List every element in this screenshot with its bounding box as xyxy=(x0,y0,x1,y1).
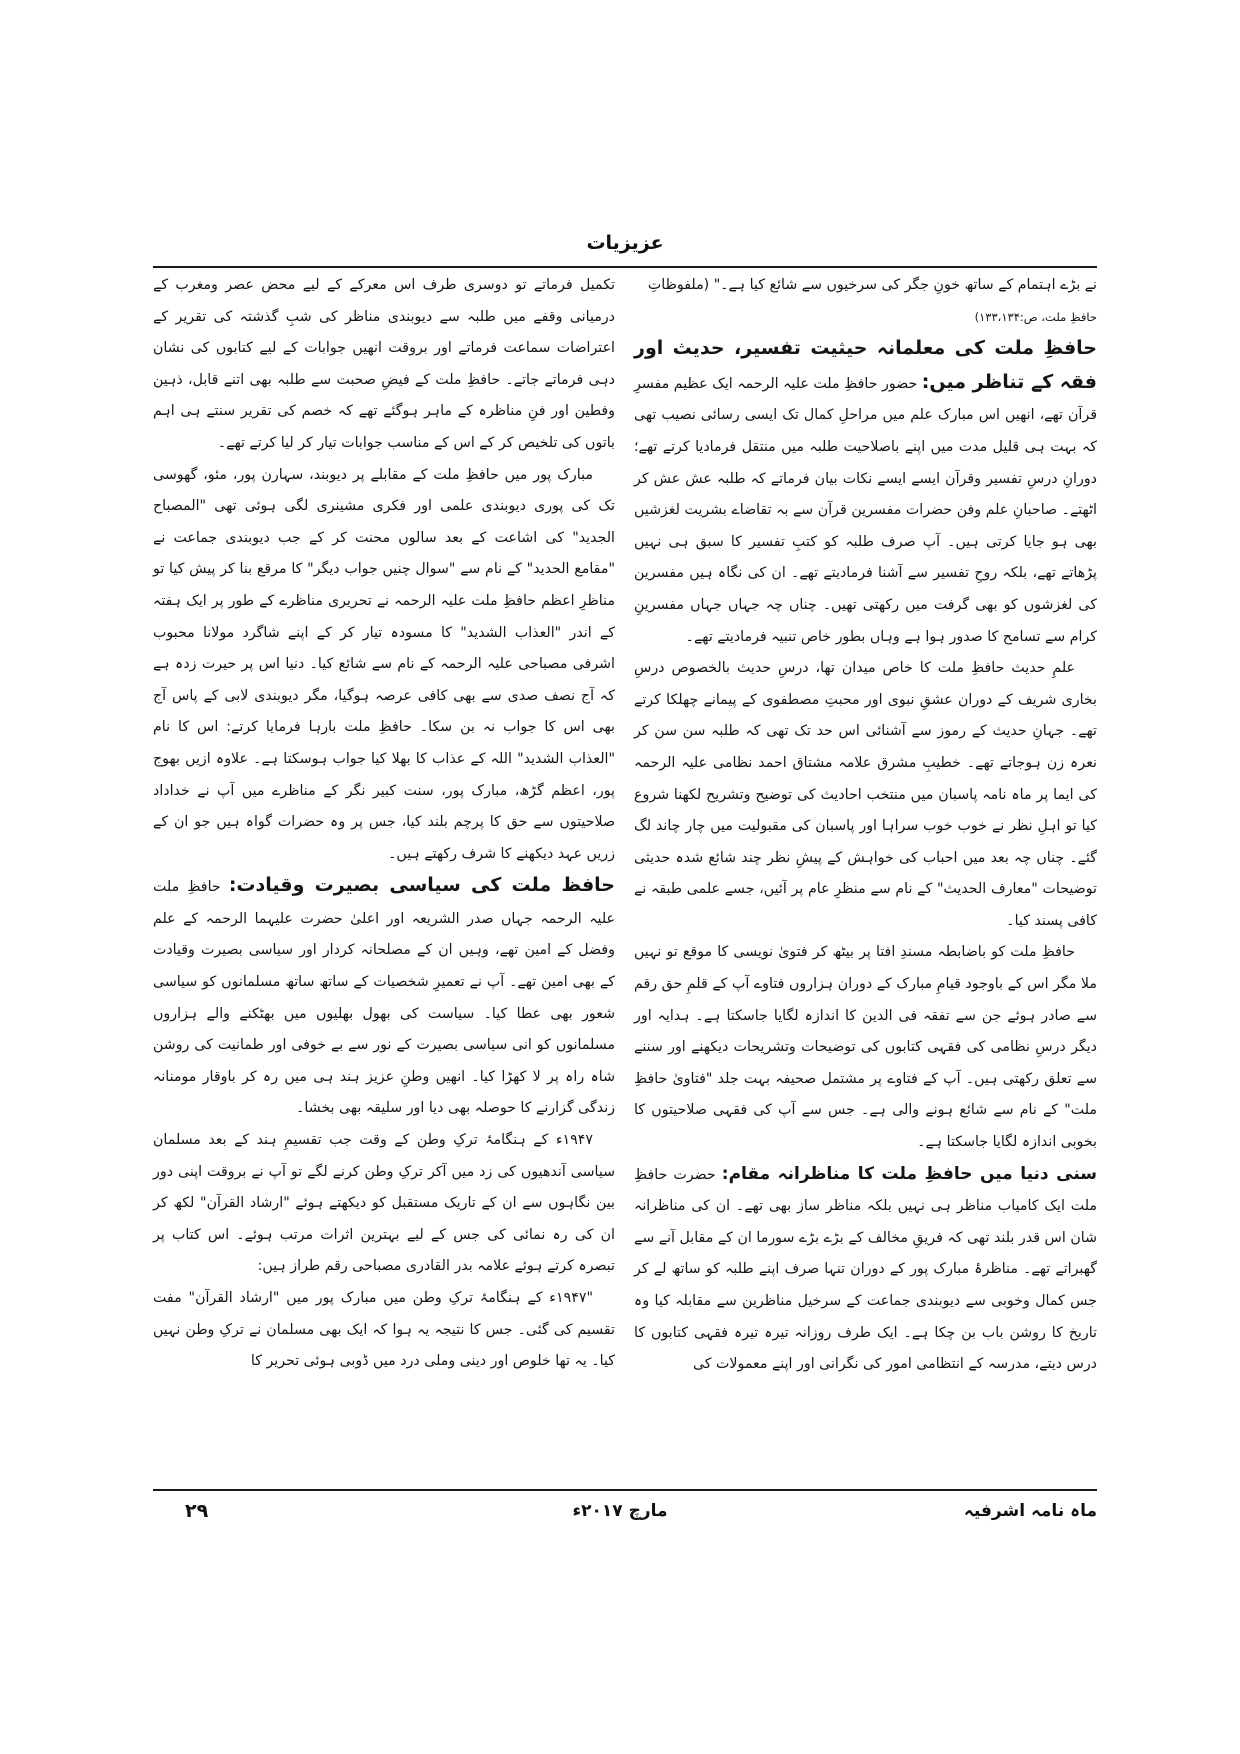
paragraph: علمِ حدیث حافظِ ملت کا خاص میدان تھا، درسِ حدیث بالخصوص درسِ بخاری شریف کے دوران عشقِ نبوی اور محبتِ مصطفوی کے پیمانے چھلکا کرتے تھے۔ جہانِ حدیث کے رموز سے آشنائی اس حد تک تھی کہ طلبہ سن سن کر نعرہ زن ہوجاتے تھے۔ خطیبِ مشرق علامہ مشتاق احمد نظامی علیہ الرحمہ کی ایما پر ماہ نامہ پاسبان میں منتخب احادیث کی توضیح وتشریح لکھنا شروع کیا تو اہلِ نظر نے خوب خوب سراہا اور پاسبان کی مقبولیت میں چار چاند لگ گئے۔ چناں چہ بعد میں احباب کی خواہش کے پیشِ نظر چند شائع شدہ حدیثی توضیحات "معارف الحدیث" کے نام سے منظرِ عام پر آئیں، جسے علمی طبقہ نے کافی پسند کیا۔ xyxy=(634,660,1097,929)
page-number: ۲۹ xyxy=(185,1500,209,1522)
section-heading: حافظ ملت کی سیاسی بصیرت وقیادت: xyxy=(228,874,615,897)
paragraph xyxy=(634,1159,1097,1381)
left-column xyxy=(153,270,615,1378)
paragraph xyxy=(153,870,615,1125)
block-quote: "۱۹۴۷ء کے ہنگامۂ ترکِ وطن میں مبارک پور میں "ارشاد القرآن" مفت تقسیم کی گئی۔ جس کا نتیجہ یہ ہوا کہ ایک بھی مسلمان نے ترکِ وطن نہیں کیا۔ یہ تھا خلوص اور دینی وملی درد میں ڈوبی ہوئی تحریر کا xyxy=(153,1290,615,1370)
paragraph: مبارک پور میں حافظِ ملت کے مقابلے پر دیوبند، سہارن پور، مئو، گھوسی تک کی پوری دیوبندی علمی اور فکری مشینری لگی ہوئی تھی "المصباح الجدید" کی اشاعت کے بعد سالوں محنت کر کے جب دیوبندی جماعت نے "مقامع الحدید" کے نام سے "سوال چنیں جواب دیگر" کا مرقع بنا کر پیش کیا تو مناظرِ اعظم حافظِ ملت علیہ الرحمہ نے تحریری مناظرے کے طور پر ایک ہفتہ کے اندر "العذاب الشدید" کا مسودہ تیار کر کے اپنے شاگرد مولانا محبوب اشرفی مصباحی علیہ الرحمہ کے نام سے شائع کیا۔ دنیا اس پر حیرت زدہ ہے کہ آج نصف صدی سے بھی کافی عرصہ ہوگیا، مگر دیوبندی لابی کے پاس آج بھی اس کا جواب نہ بن سکا۔ حافظِ ملت بارہا فرمایا کرتے: اس کا نام "العذاب الشدید" اللہ کے عذاب کا بھلا کیا جواب ہوسکتا ہے۔ علاوہ ازیں بھوج پور، اعظم گڑھ، مبارک پور، سنت کبیر نگر کے مناظرے میں آپ نے خداداد صلاحیتوں سے حق کا پرچم بلند کیا، جس پر وہ حضرات گواہ ہیں جو ان کے زریں عہد دیکھنے کا شرف رکھتے ہیں۔ xyxy=(153,466,615,862)
issue-date: مارچ ۲۰۱۷ء xyxy=(572,1501,668,1521)
paragraph xyxy=(634,333,1097,653)
paragraph: حافظِ ملت کو باضابطہ مسندِ افتا پر بیٹھ کر فتویٰ نویسی کا موقع تو نہیں ملا مگر اس کے باوجود قیامِ مبارک کے دوران ہزاروں فتاوے آپ کے قلمِ حق رقم سے صادر ہوئے جن سے تفقہ فی الدین کا اندازہ لگایا جاسکتا ہے۔ ہدایہ اور دیگر درسِ نظامی کی فقہی کتابوں کی توضیحات وتشریحات دیکھنے اور سننے سے تعلق رکھتی ہیں۔ آپ کے فتاوے پر مشتمل صحیفہ بہت جلد "فتاویٰ حافظِ ملت" کے نام سے شائع ہونے والی ہے۔ جس سے آپ کی فقہی صلاحیتوں کا بخوبی اندازہ لگایا جاسکتا ہے۔ xyxy=(634,944,1097,1151)
paragraph-text: حضور حافظِ ملت علیہ الرحمہ ایک عظیم مفسرِ قرآن تھے، انھیں اس مبارک علم میں مراحلِ کمال تک ایسی رسائی نصیب تھی کہ بہت ہی قلیل مدت میں اپنے باصلاحیت طلبہ میں منتقل فرمادیا کرتے تھے؛ دورانِ درسِ تفسیر وقرآن ایسے ایسے نکات بیان فرماتے کہ طلبہ عش عش کر اٹھتے۔ صاحبانِ علم وفن حضرات مفسرین قرآن سے بہ تقاضاے بشریت لغزشیں بھی ہو جایا کرتی ہیں۔ آپ صرف طلبہ کو کتبِ تفسیر کا سبق ہی نہیں پڑھاتے تھے، بلکہ روحِ تفسیر سے آشنا فرمادیتے تھے۔ ان کی نگاہ ہیں مفسرین کی لغزشوں کو بھی گرفت میں رکھتی تھیں۔ چناں چہ جہاں جہاں مفسرینِ کرام سے تسامح کا صدور ہوا ہے وہاں بطور خاص تنبیہ فرمادیتے تھے۔ xyxy=(634,375,1097,645)
magazine-name: ماہ نامہ اشرفیہ xyxy=(963,1501,1097,1521)
section-heading: سنی دنیا میں حافظِ ملت کا مناظرانہ مقام: xyxy=(721,1163,1097,1184)
citation: حافظِ ملت، ص:۱۳۳،۱۳۴) xyxy=(974,309,1097,324)
running-header-title: عزیزیات xyxy=(586,232,664,254)
paragraph-text: نے بڑے اہتمام کے ساتھ خونِ جگر کی سرخیوں سے شائع کیا ہے۔" (ملفوظاتِ xyxy=(647,277,1097,293)
page-header xyxy=(153,228,1097,266)
paragraph: ۱۹۴۷ء کے ہنگامۂ ترکِ وطن کے وقت جب تقسیمِ ہند کے بعد مسلمان سیاسی آندھیوں کی زد میں آکر ترکِ وطن کرنے لگے تو آپ نے بروقت اپنی دور بین نگاہوں سے ان کے تاریک مستقبل کو دیکھتے ہوئے "ارشاد القرآن" لکھ کر ان کی رہ نمائی کی جس کے لیے بہترین اثرات مرتب ہوئے۔ اس کتاب پر تبصرہ کرتے ہوئے علامہ بدر القادری مصباحی رقم طراز ہیں: xyxy=(153,1132,615,1275)
paragraph xyxy=(634,270,1097,333)
right-column xyxy=(634,270,1097,1381)
footer-divider xyxy=(153,1489,1097,1491)
paragraph-text: حافظِ ملت علیہ الرحمہ جہاں صدر الشریعہ اور اعلیٰ حضرت علیہما الرحمہ کے علم وفضل کے امین تھے، وہیں ان کے مصلحانہ کردار اور سیاسی بصیرت وقیادت کے بھی امین تھے۔ آپ نے تعمیرِ شخصیات کے ساتھ ساتھ مسلمانوں کو سیاسی شعور بھی عطا کیا۔ سیاست کی بھول بھلیوں میں بھٹکنے والے ہزاروں مسلمانوں کو انی سیاسی بصیرت کے نور سے بے خوفی اور طمانیت کی روشن شاہ راہ پر لا کھڑا کیا۔ انھیں وطنِ عزیز ہند ہی میں رہ کر باوقار مومنانہ زندگی گزارنے کا حوصلہ بھی دیا اور سلیقہ بھی بخشا۔ xyxy=(153,879,615,1117)
section-heading: حافظِ ملت کی معلمانہ حیثیت تفسیر، حدیث اور فقہ کے تناظر میں: xyxy=(634,337,1097,393)
header-divider xyxy=(153,266,1097,268)
paragraph: تکمیل فرماتے تو دوسری طرف اس معرکے کے لیے محض عصر ومغرب کے درمیانی وقفے میں طلبہ سے دیوبندی مناظر کی شبِ گذشتہ کی تقریر کے اعتراضات سماعت فرماتے اور بروقت انھیں جوابات کے لیے کتابوں کی نشان دہی فرماتے جاتے۔ حافظِ ملت کے فیضِ صحبت سے طلبہ بھی اتنے قابل، ذہین وفطین اور فنِ مناظرہ کے ماہر ہوگئے تھے کہ خصم کی تقریر سنتے ہی اہم باتوں کی تلخیص کر کے اس کے مناسب جوابات تیار کر لیا کرتے تھے۔ xyxy=(153,277,615,451)
paragraph-text: حضرت حافظِ ملت ایک کامیاب مناظر ہی نہیں بلکہ مناظر ساز بھی تھے۔ ان کی مناظرانہ شان اس قدر بلند تھی کہ فریقِ مخالف کے بڑے بڑے سورما ان کے مقابل آنے سے گھبراتے تھے۔ مناظرۂ مبارک پور کے دوران تنہا صرف اپنے طلبہ کو ساتھ لے کر جس کمال وخوبی سے دیوبندی جماعت کے سرخیل مناظرین سے مقابلہ کیا وہ تاریخ کا روشن باب بن چکا ہے۔ ایک طرف روزانہ تیرہ تیرہ فقہی کتابوں کا درس دیتے، مدرسہ کے انتظامی امور کی نگرانی اور اپنے معمولات کی xyxy=(634,1166,1097,1373)
